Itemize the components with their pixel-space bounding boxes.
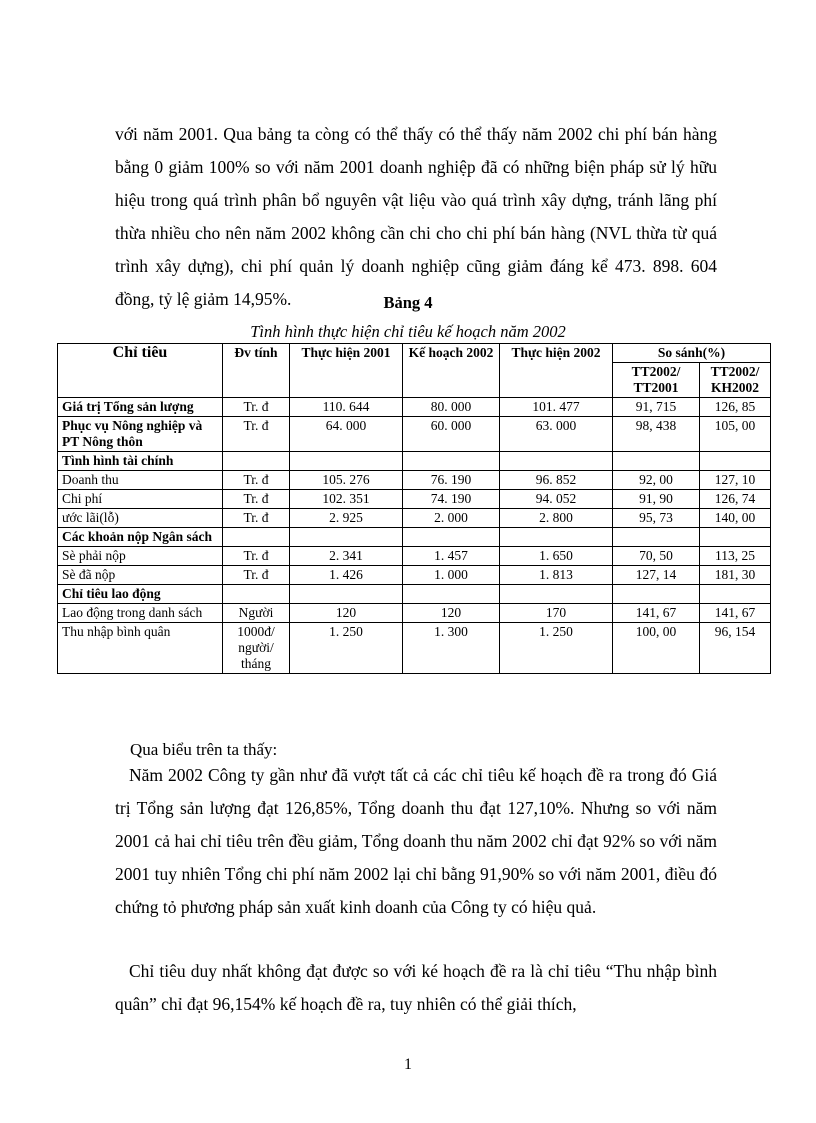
cell-unit: Tr. đ (223, 471, 290, 490)
header-actual-2002: Thực hiện 2002 (500, 344, 613, 398)
cell-indicator: Giá trị Tổng sản lượng (58, 398, 223, 417)
cell-actual-2001: 64. 000 (290, 417, 403, 452)
cell-actual-2001: 1. 250 (290, 623, 403, 674)
cell-plan-2002 (403, 528, 500, 547)
cell-compare-tt: 141, 67 (613, 604, 700, 623)
cell-compare-kh: 141, 67 (700, 604, 771, 623)
cell-compare-tt: 92, 00 (613, 471, 700, 490)
cell-indicator: Sè đã nộp (58, 566, 223, 585)
table-row (58, 398, 771, 417)
cell-actual-2002 (500, 585, 613, 604)
table-row (58, 417, 771, 452)
cell-plan-2002 (403, 585, 500, 604)
cell-actual-2002: 2. 800 (500, 509, 613, 528)
table-row (58, 509, 771, 528)
cell-actual-2001: 102. 351 (290, 490, 403, 509)
cell-compare-tt (613, 585, 700, 604)
cell-indicator: ước lãi(lỗ) (58, 509, 223, 528)
cell-unit (223, 528, 290, 547)
cell-compare-tt: 70, 50 (613, 547, 700, 566)
table-row (58, 566, 771, 585)
cell-actual-2001 (290, 452, 403, 471)
header-plan-2002: Kế hoạch 2002 (403, 344, 500, 398)
table-row (58, 452, 771, 471)
paragraph-conclusion: Chỉ tiêu duy nhất không đạt được so với ké hoạch đề ra là chỉ tiêu “Thu nhập bình quân” chỉ đạt 96,154% kế hoạch đề ra, tuy nhiên có thể giải thích, (115, 961, 717, 1014)
cell-plan-2002: 60. 000 (403, 417, 500, 452)
cell-compare-kh: 105, 00 (700, 417, 771, 452)
cell-plan-2002: 76. 190 (403, 471, 500, 490)
cell-actual-2002: 1. 813 (500, 566, 613, 585)
header-actual-2001: Thực hiện 2001 (290, 344, 403, 398)
header-unit: Đv tính (223, 344, 290, 398)
cell-plan-2002: 74. 190 (403, 490, 500, 509)
cell-indicator: Sè phải nộp (58, 547, 223, 566)
cell-unit: Tr. đ (223, 417, 290, 452)
cell-compare-tt (613, 528, 700, 547)
cell-unit: Tr. đ (223, 509, 290, 528)
cell-actual-2002: 63. 000 (500, 417, 613, 452)
table-header-row (58, 344, 771, 363)
cell-unit: 1000đ/ người/ tháng (223, 623, 290, 674)
table-row (58, 604, 771, 623)
cell-compare-kh (700, 452, 771, 471)
cell-indicator: Phục vụ Nông nghiệp và PT Nông thôn (58, 417, 223, 452)
cell-compare-tt: 95, 73 (613, 509, 700, 528)
cell-compare-tt: 98, 438 (613, 417, 700, 452)
cell-actual-2001: 105. 276 (290, 471, 403, 490)
cell-actual-2002 (500, 452, 613, 471)
cell-plan-2002: 120 (403, 604, 500, 623)
cell-compare-tt: 100, 00 (613, 623, 700, 674)
cell-compare-tt: 91, 715 (613, 398, 700, 417)
cell-indicator: Các khoản nộp Ngân sách (58, 528, 223, 547)
header-compare: So sánh(%) (613, 344, 771, 363)
cell-compare-kh: 140, 00 (700, 509, 771, 528)
cell-indicator: Tình hình tài chính (58, 452, 223, 471)
cell-unit: Tr. đ (223, 566, 290, 585)
cell-actual-2001: 2. 925 (290, 509, 403, 528)
page-number: 1 (404, 1056, 412, 1073)
summary-intro: Qua biểu trên ta thấy: (130, 740, 278, 759)
cell-compare-kh (700, 585, 771, 604)
table-subtitle: Tình hình thực hiện chỉ tiêu kế hoạch năm 2002 (250, 322, 566, 341)
cell-unit (223, 452, 290, 471)
table-row (58, 528, 771, 547)
cell-actual-2002: 101. 477 (500, 398, 613, 417)
cell-unit: Tr. đ (223, 547, 290, 566)
cell-indicator: Doanh thu (58, 471, 223, 490)
cell-compare-kh: 126, 85 (700, 398, 771, 417)
cell-plan-2002: 1. 000 (403, 566, 500, 585)
cell-plan-2002: 1. 300 (403, 623, 500, 674)
header-compare-tt: TT2002/ TT2001 (613, 363, 700, 398)
cell-actual-2001 (290, 585, 403, 604)
cell-plan-2002: 1. 457 (403, 547, 500, 566)
cell-actual-2001 (290, 528, 403, 547)
cell-actual-2002 (500, 528, 613, 547)
paragraph-intro: với năm 2001. Qua bảng ta còng có thể thấy có thể thấy năm 2002 chi phí bán hàng bằng 0 giảm 100% so với năm 2001 doanh nghiệp đã có những biện pháp sử lý hữu hiệu trong quá trình phân bổ nguyên vật liệu vào quá trình xây dựng, tránh lãng phí thừa nhiều cho nên năm 2002 không cần chi cho chi phí bán hàng (NVL thừa từ quá trình xây dựng), chi phí quản lý doanh nghiệp cũng giảm đáng kể 473. 898. 604 đồng, tỷ lệ giảm 14,95%. (115, 124, 717, 309)
cell-compare-kh: 126, 74 (700, 490, 771, 509)
cell-actual-2001: 1. 426 (290, 566, 403, 585)
cell-unit: Tr. đ (223, 490, 290, 509)
header-compare-kh: TT2002/ KH2002 (700, 363, 771, 398)
cell-compare-kh: 181, 30 (700, 566, 771, 585)
cell-indicator: Chỉ tiêu lao động (58, 585, 223, 604)
cell-compare-tt (613, 452, 700, 471)
cell-actual-2002: 94. 052 (500, 490, 613, 509)
cell-indicator: Chi phí (58, 490, 223, 509)
cell-plan-2002: 2. 000 (403, 509, 500, 528)
cell-actual-2002: 170 (500, 604, 613, 623)
cell-compare-kh: 113, 25 (700, 547, 771, 566)
cell-unit (223, 585, 290, 604)
cell-compare-kh (700, 528, 771, 547)
cell-actual-2001: 120 (290, 604, 403, 623)
plan-performance-table (57, 343, 771, 674)
table-title: Bảng 4 (383, 293, 433, 312)
cell-indicator: Lao động trong danh sách (58, 604, 223, 623)
cell-plan-2002: 80. 000 (403, 398, 500, 417)
table-body (58, 398, 771, 674)
cell-unit: Tr. đ (223, 398, 290, 417)
cell-actual-2001: 110. 644 (290, 398, 403, 417)
table-row (58, 623, 771, 674)
table-row (58, 471, 771, 490)
table-row (58, 547, 771, 566)
cell-indicator: Thu nhập bình quân (58, 623, 223, 674)
cell-plan-2002 (403, 452, 500, 471)
cell-actual-2002: 96. 852 (500, 471, 613, 490)
cell-compare-kh: 127, 10 (700, 471, 771, 490)
cell-actual-2001: 2. 341 (290, 547, 403, 566)
cell-actual-2002: 1. 250 (500, 623, 613, 674)
table-row (58, 585, 771, 604)
table-row (58, 490, 771, 509)
paragraph-analysis: Năm 2002 Công ty gần như đã vượt tất cả các chỉ tiêu kế hoạch đề ra trong đó Giá trị Tổng sản lượng đạt 126,85%, Tổng doanh thu đạt 127,10%. Nhưng so với năm 2001 cả hai chỉ tiêu trên đều giảm, Tổng doanh thu năm 2002 chỉ đạt 92% so với năm 2001 tuy nhiên Tổng chi phí năm 2002 lại chỉ bằng 91,90% so với năm 2001, điều đó chứng tỏ phương pháp sản xuất kinh doanh của Công ty có hiệu quả. (115, 765, 717, 917)
cell-compare-kh: 96, 154 (700, 623, 771, 674)
cell-unit: Người (223, 604, 290, 623)
cell-actual-2002: 1. 650 (500, 547, 613, 566)
cell-compare-tt: 91, 90 (613, 490, 700, 509)
header-indicator: Chỉ tiêu (58, 344, 223, 398)
cell-compare-tt: 127, 14 (613, 566, 700, 585)
